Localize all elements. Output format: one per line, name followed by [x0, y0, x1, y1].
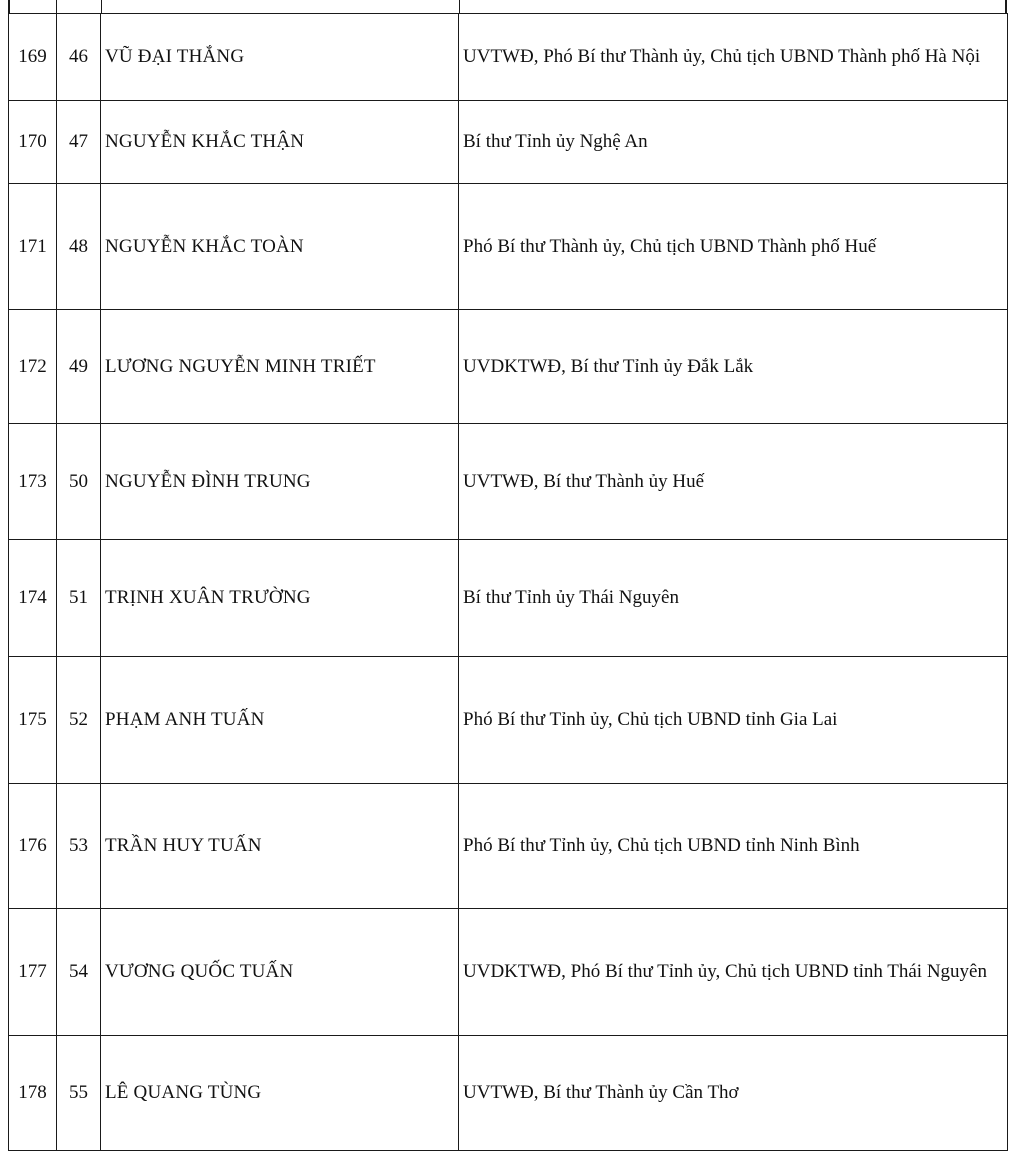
- row-stt: 174: [9, 540, 57, 657]
- column-divider: [101, 0, 102, 14]
- table-row: [9, 184, 1008, 310]
- row-stt: 178: [9, 1036, 57, 1151]
- table-row: [9, 424, 1008, 540]
- table-row: [9, 784, 1008, 909]
- candidate-name: VƯƠNG QUỐC TUẤN: [101, 909, 459, 1036]
- row-stt: 172: [9, 310, 57, 424]
- candidate-name: TRỊNH XUÂN TRƯỜNG: [101, 540, 459, 657]
- candidate-name: NGUYỄN KHẮC TOÀN: [101, 184, 459, 310]
- candidate-position: UVDKTWĐ, Bí thư Tỉnh ủy Đắk Lắk: [459, 310, 1008, 424]
- candidate-position: Phó Bí thư Tỉnh ủy, Chủ tịch UBND tỉnh Ninh Bình: [459, 784, 1008, 909]
- table-row: [9, 14, 1008, 101]
- row-stt: 171: [9, 184, 57, 310]
- row-stt: 176: [9, 784, 57, 909]
- table-row: [9, 1036, 1008, 1151]
- row-number: 52: [57, 657, 101, 784]
- candidate-name: PHẠM ANH TUẤN: [101, 657, 459, 784]
- candidate-name: LƯƠNG NGUYỄN MINH TRIẾT: [101, 310, 459, 424]
- candidate-table: [8, 13, 1008, 1151]
- row-stt: 169: [9, 14, 57, 101]
- candidate-position: UVTWĐ, Bí thư Thành ủy Cần Thơ: [459, 1036, 1008, 1151]
- row-number: 47: [57, 101, 101, 184]
- candidate-name: NGUYỄN KHẮC THẬN: [101, 101, 459, 184]
- table-row: [9, 657, 1008, 784]
- candidate-name: NGUYỄN ĐÌNH TRUNG: [101, 424, 459, 540]
- candidate-position: Phó Bí thư Tỉnh ủy, Chủ tịch UBND tỉnh Gia Lai: [459, 657, 1008, 784]
- candidate-name: TRẦN HUY TUẤN: [101, 784, 459, 909]
- row-number: 54: [57, 909, 101, 1036]
- column-divider: [459, 0, 460, 14]
- candidate-position: Bí thư Tỉnh ủy Nghệ An: [459, 101, 1008, 184]
- candidate-position: Phó Bí thư Thành ủy, Chủ tịch UBND Thành phố Huế: [459, 184, 1008, 310]
- row-number: 50: [57, 424, 101, 540]
- table-row: [9, 101, 1008, 184]
- row-number: 48: [57, 184, 101, 310]
- candidate-position: Bí thư Tỉnh ủy Thái Nguyên: [459, 540, 1008, 657]
- row-stt: 170: [9, 101, 57, 184]
- row-stt: 173: [9, 424, 57, 540]
- candidate-name: LÊ QUANG TÙNG: [101, 1036, 459, 1151]
- candidate-position: UVDKTWĐ, Phó Bí thư Tỉnh ủy, Chủ tịch UBND tỉnh Thái Nguyên: [459, 909, 1008, 1036]
- candidate-position: UVTWĐ, Bí thư Thành ủy Huế: [459, 424, 1008, 540]
- previous-row-stub: [8, 0, 1007, 14]
- table-row: [9, 909, 1008, 1036]
- candidate-position: UVTWĐ, Phó Bí thư Thành ủy, Chủ tịch UBND Thành phố Hà Nội: [459, 14, 1008, 101]
- candidate-name: VŨ ĐẠI THẮNG: [101, 14, 459, 101]
- row-stt: 175: [9, 657, 57, 784]
- table-row: [9, 540, 1008, 657]
- row-number: 55: [57, 1036, 101, 1151]
- row-number: 53: [57, 784, 101, 909]
- row-number: 51: [57, 540, 101, 657]
- row-number: 46: [57, 14, 101, 101]
- table-row: [9, 310, 1008, 424]
- row-number: 49: [57, 310, 101, 424]
- column-divider: [56, 0, 57, 14]
- row-stt: 177: [9, 909, 57, 1036]
